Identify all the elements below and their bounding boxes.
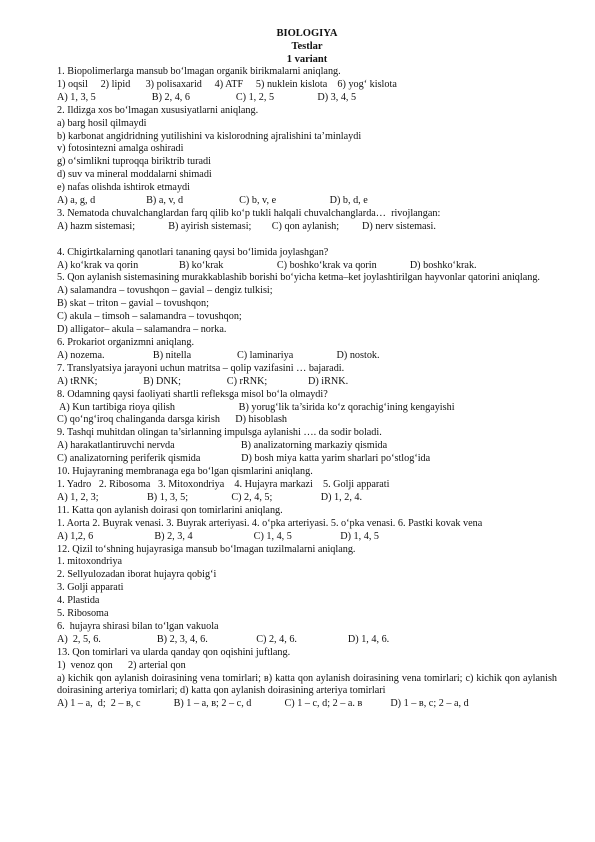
question-5-answer-b: B) skat – triton – gavial – tovushqon; (57, 298, 209, 310)
variant-label: 1 variant (286, 54, 328, 65)
question-12-answers: A) 2, 5, 6. B) 2, 3, 4, 6. C) 2, 4, 6. D) 1, 4, 6. (57, 633, 390, 645)
question-5-answer-c: C) akula – timsoh – salamandra – tovushqon; (57, 311, 242, 323)
question-12-item-6: 6. hujayra shirasi bilan to‘lgan vakuola (57, 620, 219, 632)
question-5: 5. Qon aylanish sistemasining murakkablashib borishi bo‘yicha ketma–ket joylashtirilgan hayvonlar qatorini aniqlang. (57, 272, 540, 284)
question-2-answers: A) a, g, d B) a, v, d C) b, v, e D) b, d, e (57, 195, 368, 207)
question-12-item-3: 3. Golji apparati (57, 582, 124, 594)
question-10-answers: A) 1, 2, 3; B) 1, 3, 5; C) 2, 4, 5; D) 1, 2, 4. (57, 491, 363, 503)
question-1: 1. Biopolimerlarga mansub bo‘lmagan organik birikmalarni aniqlang. (57, 66, 341, 77)
question-9-answers-cd: C) analizatorning periferik qismida D) bosh miya katta yarim sharlari po‘stlog‘ida (57, 453, 431, 465)
question-8: 8. Odamning qaysi faoliyati shartli refleksga misol bo‘la olmaydi? (57, 388, 328, 400)
question-9-answers-ab: A) harakatlantiruvchi nervda B) analizatorning markaziy qismida (57, 440, 388, 452)
question-5-answer-d: D) alligator– akula – salamandra – norka. (57, 324, 227, 336)
question-2-item-v: v) fotosintezni amalga oshiradi (57, 143, 184, 155)
page-subtitle: Testlar (291, 41, 323, 52)
question-2-item-e: e) nafas olishda ishtirok etmaydi (57, 182, 190, 194)
question-6-answers: A) nozema. B) nitella C) laminariya D) nostok. (57, 349, 380, 361)
blank-line (57, 234, 557, 247)
question-12-item-2: 2. Sellyulozadan iborat hujayra qobig‘i (57, 569, 217, 581)
test-page (57, 27, 557, 711)
question-13-vessels: a) kichik qon aylanish doirasining vena tomirlari; в) katta qon aylanish doirasining vena tomirlari; c) kichik qon aylanish doirasining arteriya tomirlari; d) katta qon aylanish doirasining arteriya tomirlari (57, 672, 557, 697)
question-11: 11. Katta qon aylanish doirasi qon tomirlarini aniqlang. (57, 504, 283, 516)
question-6: 6. Prokariot organizmni aniqlang. (57, 337, 195, 349)
question-8-answers-ab: A) Kun tartibiga rioya qilish B) yorug‘lik ta’sirida ko‘z qorachig‘ining kengayishi (57, 401, 455, 413)
question-12-item-5: 5. Ribosoma (57, 608, 109, 620)
question-7-answers: A) tRNK; B) DNK; C) rRNK; D) iRNK. (57, 375, 349, 387)
question-2-item-g: g) o‘simlikni tuproqqa biriktrib turadi (57, 156, 211, 168)
question-11-answers: A) 1,2, 6 B) 2, 3, 4 C) 1, 4, 5 D) 1, 4, 5 (57, 530, 380, 542)
question-13: 13. Qon tomirlari va ularda qanday qon oqishini juftlang. (57, 646, 291, 658)
question-3-answers: A) hazm sistemasi; B) ayirish sistemasi; C) qon aylanish; D) nerv sistemasi. (57, 220, 436, 232)
question-1-items: 1) oqsil 2) lipid 3) polisaxarid 4) ATF 5) nuklein kislota 6) yog‘ kislota (57, 78, 397, 90)
question-2-item-d: d) suv va mineral moddalarni shimadi (57, 169, 212, 181)
question-4-answers: A) ko‘krak va qorin B) ko‘krak C) boshko‘krak va qorin D) boshko‘krak. (57, 259, 477, 271)
question-2-item-a: a) barg hosil qilmaydi (57, 117, 147, 129)
question-3: 3. Nematoda chuvalchanglardan farq qilib ko‘p tukli halqali chuvalchanglarda… rivojlangan: (57, 207, 441, 219)
question-7: 7. Translyatsiya jarayoni uchun matritsa – qolip vazifasini … bajaradi. (57, 362, 345, 374)
question-13-items: 1) venoz qon 2) arterial qon (57, 659, 186, 671)
page-title: BIOLOGIYA (276, 28, 338, 39)
question-12-item-4: 4. Plastida (57, 595, 100, 607)
question-13-answers: A) 1 – a, d; 2 – в, c B) 1 – a, в; 2 – c, d C) 1 – c, d; 2 – a. в D) 1 – в, c; 2 – a, d (57, 698, 469, 710)
question-10-items: 1. Yadro 2. Ribosoma 3. Mitoxondriya 4. Hujayra markazi 5. Golji apparati (57, 478, 390, 490)
question-1-answers: A) 1, 3, 5 B) 2, 4, 6 C) 1, 2, 5 D) 3, 4, 5 (57, 91, 357, 103)
question-11-items: 1. Aorta 2. Buyrak venasi. 3. Buyrak arteriyasi. 4. o‘pka arteriyasi. 5. o‘pka venasi. 6. Pastki kovak vena (57, 517, 483, 529)
question-2-item-b: b) karbonat angidridning yutilishini va kislorodning ajralishini ta’minlaydi (57, 130, 362, 142)
question-2: 2. Ildizga xos bo‘lmagan xususiyatlarni aniqlang. (57, 104, 259, 116)
question-12-item-1: 1. mitoxondriya (57, 556, 123, 568)
question-10: 10. Hujayraning membranaga ega bo‘lgan qismlarini aniqlang. (57, 466, 313, 478)
question-9: 9. Tashqi muhitdan olingan ta’sirlanning impulsga aylanishi …. da sodir boladi. (57, 427, 382, 439)
question-12: 12. Qizil to‘shning hujayrasiga mansub bo‘lmagan tuzilmalarni aniqlang. (57, 543, 356, 555)
question-5-answer-a: A) salamandra – tovushqon – gavial – dengiz tulkisi; (57, 285, 273, 297)
question-8-answers-cd: C) qo‘ng‘iroq chalinganda darsga kirish D) hisoblash (57, 414, 288, 426)
question-4: 4. Chigirtkalarning qanotlari tananing qaysi bo‘limida joylashgan? (57, 246, 329, 258)
